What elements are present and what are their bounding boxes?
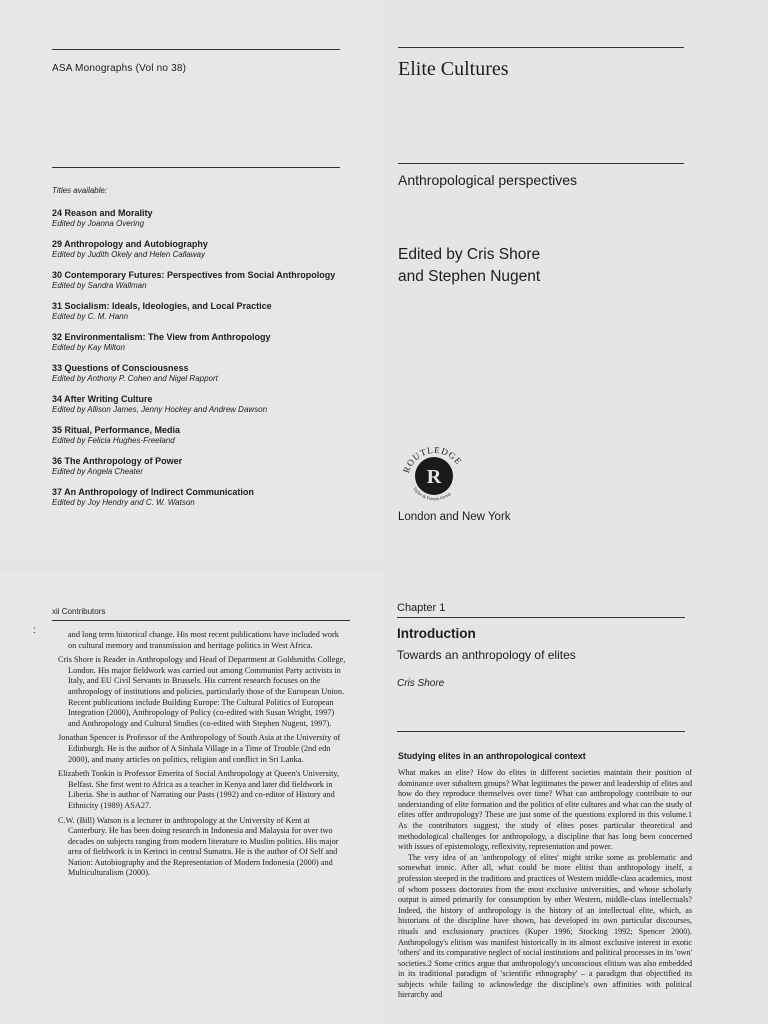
- contributor-paragraph: Cris Shore is Reader in Anthropology and Head of Department at Goldsmiths College, London. His major fieldwork was carried out among Communist Party activists in Italy, and EU Civil Servants in Brussels. His current research focuses on the anthropology of institutions and policies, particularly those of the European Union. Recent publications include Building Europe: The Cultural Politics of European Integration (2000), Anthropology of Policy (co-edited with Susan Wright, 1997) and Anthropology and Cultural Studies (co-edited with Stephen Nugent, 1997).: [58, 655, 346, 728]
- chapter-number: Chapter 1: [397, 602, 446, 614]
- logo-letter: R: [426, 466, 442, 488]
- contributor-paragraph: Jonathan Spencer is Professor of the Anthropology of South Asia at the University of Edinburgh. He is the author of A Sinhala Village in a Time of Trouble (2nd edn 2000), and many articles on politics, religion and conflict in Sri Lanka.: [58, 733, 341, 764]
- logo-text-top: ROUTLEDGE: [400, 444, 465, 475]
- series-title: 33 Questions of Consciousness: [52, 363, 189, 373]
- series-title-item: [52, 270, 352, 291]
- book-subtitle: Anthropological perspectives: [398, 172, 577, 188]
- series-title: 24 Reason and Morality: [52, 208, 153, 218]
- series-title: 36 The Anthropology of Power: [52, 456, 183, 466]
- series-label: ASA Monographs (Vol no 38): [52, 63, 187, 74]
- mid-rule: [398, 163, 684, 164]
- section-rule: [397, 731, 685, 732]
- series-page: [0, 0, 384, 560]
- publisher-line: London and New York: [398, 511, 511, 523]
- series-editor: Edited by Angela Cheater: [52, 467, 143, 476]
- series-editor: Edited by Anthony P. Cohen and Nigel Rapport: [52, 374, 218, 383]
- logo-text-bottom: Taylor & Francis Group: [412, 485, 452, 502]
- routledge-logo: [394, 434, 474, 514]
- series-title: 37 An Anthropology of Indirect Communication: [52, 487, 254, 497]
- series-title-item: [52, 487, 352, 508]
- series-editor: Edited by Felicia Hughes-Freeland: [52, 436, 175, 445]
- series-editor: Edited by Joanna Overing: [52, 219, 145, 228]
- series-editor: Edited by Joy Hendry and C. W. Watson: [52, 498, 195, 507]
- series-title: 32 Environmentalism: The View from Anthropology: [52, 332, 271, 342]
- contributor-paragraph: C.W. (Bill) Watson is a lecturer in anthropology at the University of Kent at Canterbury. He has been doing research in Indonesia and Malaysia for over two decades on subjects ranging from modern literature to Muslim politics. His major area of fieldwork is in Kerinci in central Sumatra. He is the author of Of Self and Nation: Autobiography and the Representation of Modern Indonesia (2000) and Multiculturalism (2000).: [58, 815, 339, 878]
- mid-rule: [52, 167, 340, 168]
- top-rule: [398, 47, 684, 48]
- title-page: [384, 0, 768, 560]
- series-editor: Edited by Kay Milton: [52, 343, 125, 352]
- contributor-paragraph: Elizabeth Tonkin is Professor Emerita of Social Anthropology at Queen's University, Belfast. She first went to Africa as a teacher in Kenya and later did fieldwork in Liberia. She is author of Narrating our Pasts (1992) and co-editor of History and Ethnicity (1989) ASA27.: [58, 769, 340, 810]
- series-title: 34 After Writing Culture: [52, 394, 153, 404]
- series-title-item: [52, 301, 352, 322]
- series-title: 29 Anthropology and Autobiography: [52, 239, 208, 249]
- series-editor: Edited by Sandra Wallman: [52, 281, 147, 290]
- series-title-item: [52, 208, 352, 229]
- titles-list: [52, 208, 352, 518]
- contributor-paragraph: and long term historical change. His most recent publications have included work on cultural memory and transmission and heritage politics in West Africa.: [68, 630, 339, 650]
- chapter-page: [384, 570, 768, 1024]
- series-title: 31 Socialism: Ideals, Ideologies, and Local Practice: [52, 301, 272, 311]
- series-title-item: [52, 239, 352, 260]
- series-editor: Edited by Judith Okely and Helen Callaway: [52, 250, 205, 259]
- titles-available-label: Titles available:: [52, 186, 108, 195]
- editors: [398, 244, 540, 288]
- section-heading: Studying elites in an anthropological context: [398, 751, 586, 761]
- chapter-author: Cris Shore: [397, 678, 445, 689]
- contributors-page: [0, 570, 384, 1024]
- series-title-item: [52, 425, 352, 446]
- chapter-title: Introduction: [397, 626, 476, 641]
- series-title: 35 Ritual, Performance, Media: [52, 425, 181, 435]
- series-title-item: [52, 363, 352, 384]
- chapter-body: [398, 768, 692, 1001]
- series-title-item: [52, 456, 352, 477]
- series-title-item: [52, 332, 352, 353]
- editors-line-2: and Stephen Nugent: [398, 268, 541, 285]
- series-editor: Edited by Allison James, Jenny Hockey and Andrew Dawson: [52, 405, 268, 414]
- chapter-subtitle: Towards an anthropology of elites: [397, 648, 576, 662]
- margin-mark: :: [33, 625, 36, 636]
- series-editor: Edited by C. M. Hann: [52, 312, 129, 321]
- top-rule: [52, 49, 340, 50]
- header-rule: [52, 620, 350, 621]
- chapter-rule: [397, 617, 685, 618]
- book-title: Elite Cultures: [398, 58, 509, 80]
- editors-line-1: Edited by Cris Shore: [398, 246, 541, 263]
- series-title-item: [52, 394, 352, 415]
- body-paragraph: The very idea of an 'anthropology of elites' might strike some as problematic and somewhat ironic. After all, what could be more elitist than anthropology itself, a profession steeped in the traditions and practices of Western middle-class academics, most of whom possess doctorates from the most exclusive universities, and whose scholarly output is aimed primarily for consumption by other Western, middle-class intellectuals? Indeed, the history of anthropology is the history of an intellectual elite, which, as historians of the discipline have shown, has developed its own particular discourses, rituals and exclusionary practices (Kuper 1996; Stocking 1992; Spencer 2000). Anthropology's elitism was manifest historically in its almost exclusive interest in exotic 'others' and its comparative neglect of social institutions and political processes in its 'own' societies.2 Some critics argue that anthropology's unconscious elitism was also embedded in its traditional paradigm of 'scientific ethnography' – a paradigm that objectified its subjects while failing to acknowledge the discipline's own affinities with political hierarchy and: [398, 852, 692, 1000]
- body-paragraph: What makes an elite? How do elites in different societies maintain their position of dominance over subaltern groups? What legitimates the power and leadership of elites and how do they reproduce themselves over time? What can anthropology contribute to our understanding of elite formation and the politics of elite cultures and what can the study of elites offer anthropology? These are just some of the questions explored in this volume.1 As the contributors suggest, the study of elites poses particular theoretical and methodological challenges for anthropology, a discipline that has long been concerned with issues of epistemology, reflexivity, representation and power.: [398, 768, 692, 852]
- contributors-text: [58, 630, 348, 883]
- series-title: 30 Contemporary Futures: Perspectives from Social Anthropology: [52, 270, 336, 280]
- page-header: xii Contributors: [52, 607, 106, 616]
